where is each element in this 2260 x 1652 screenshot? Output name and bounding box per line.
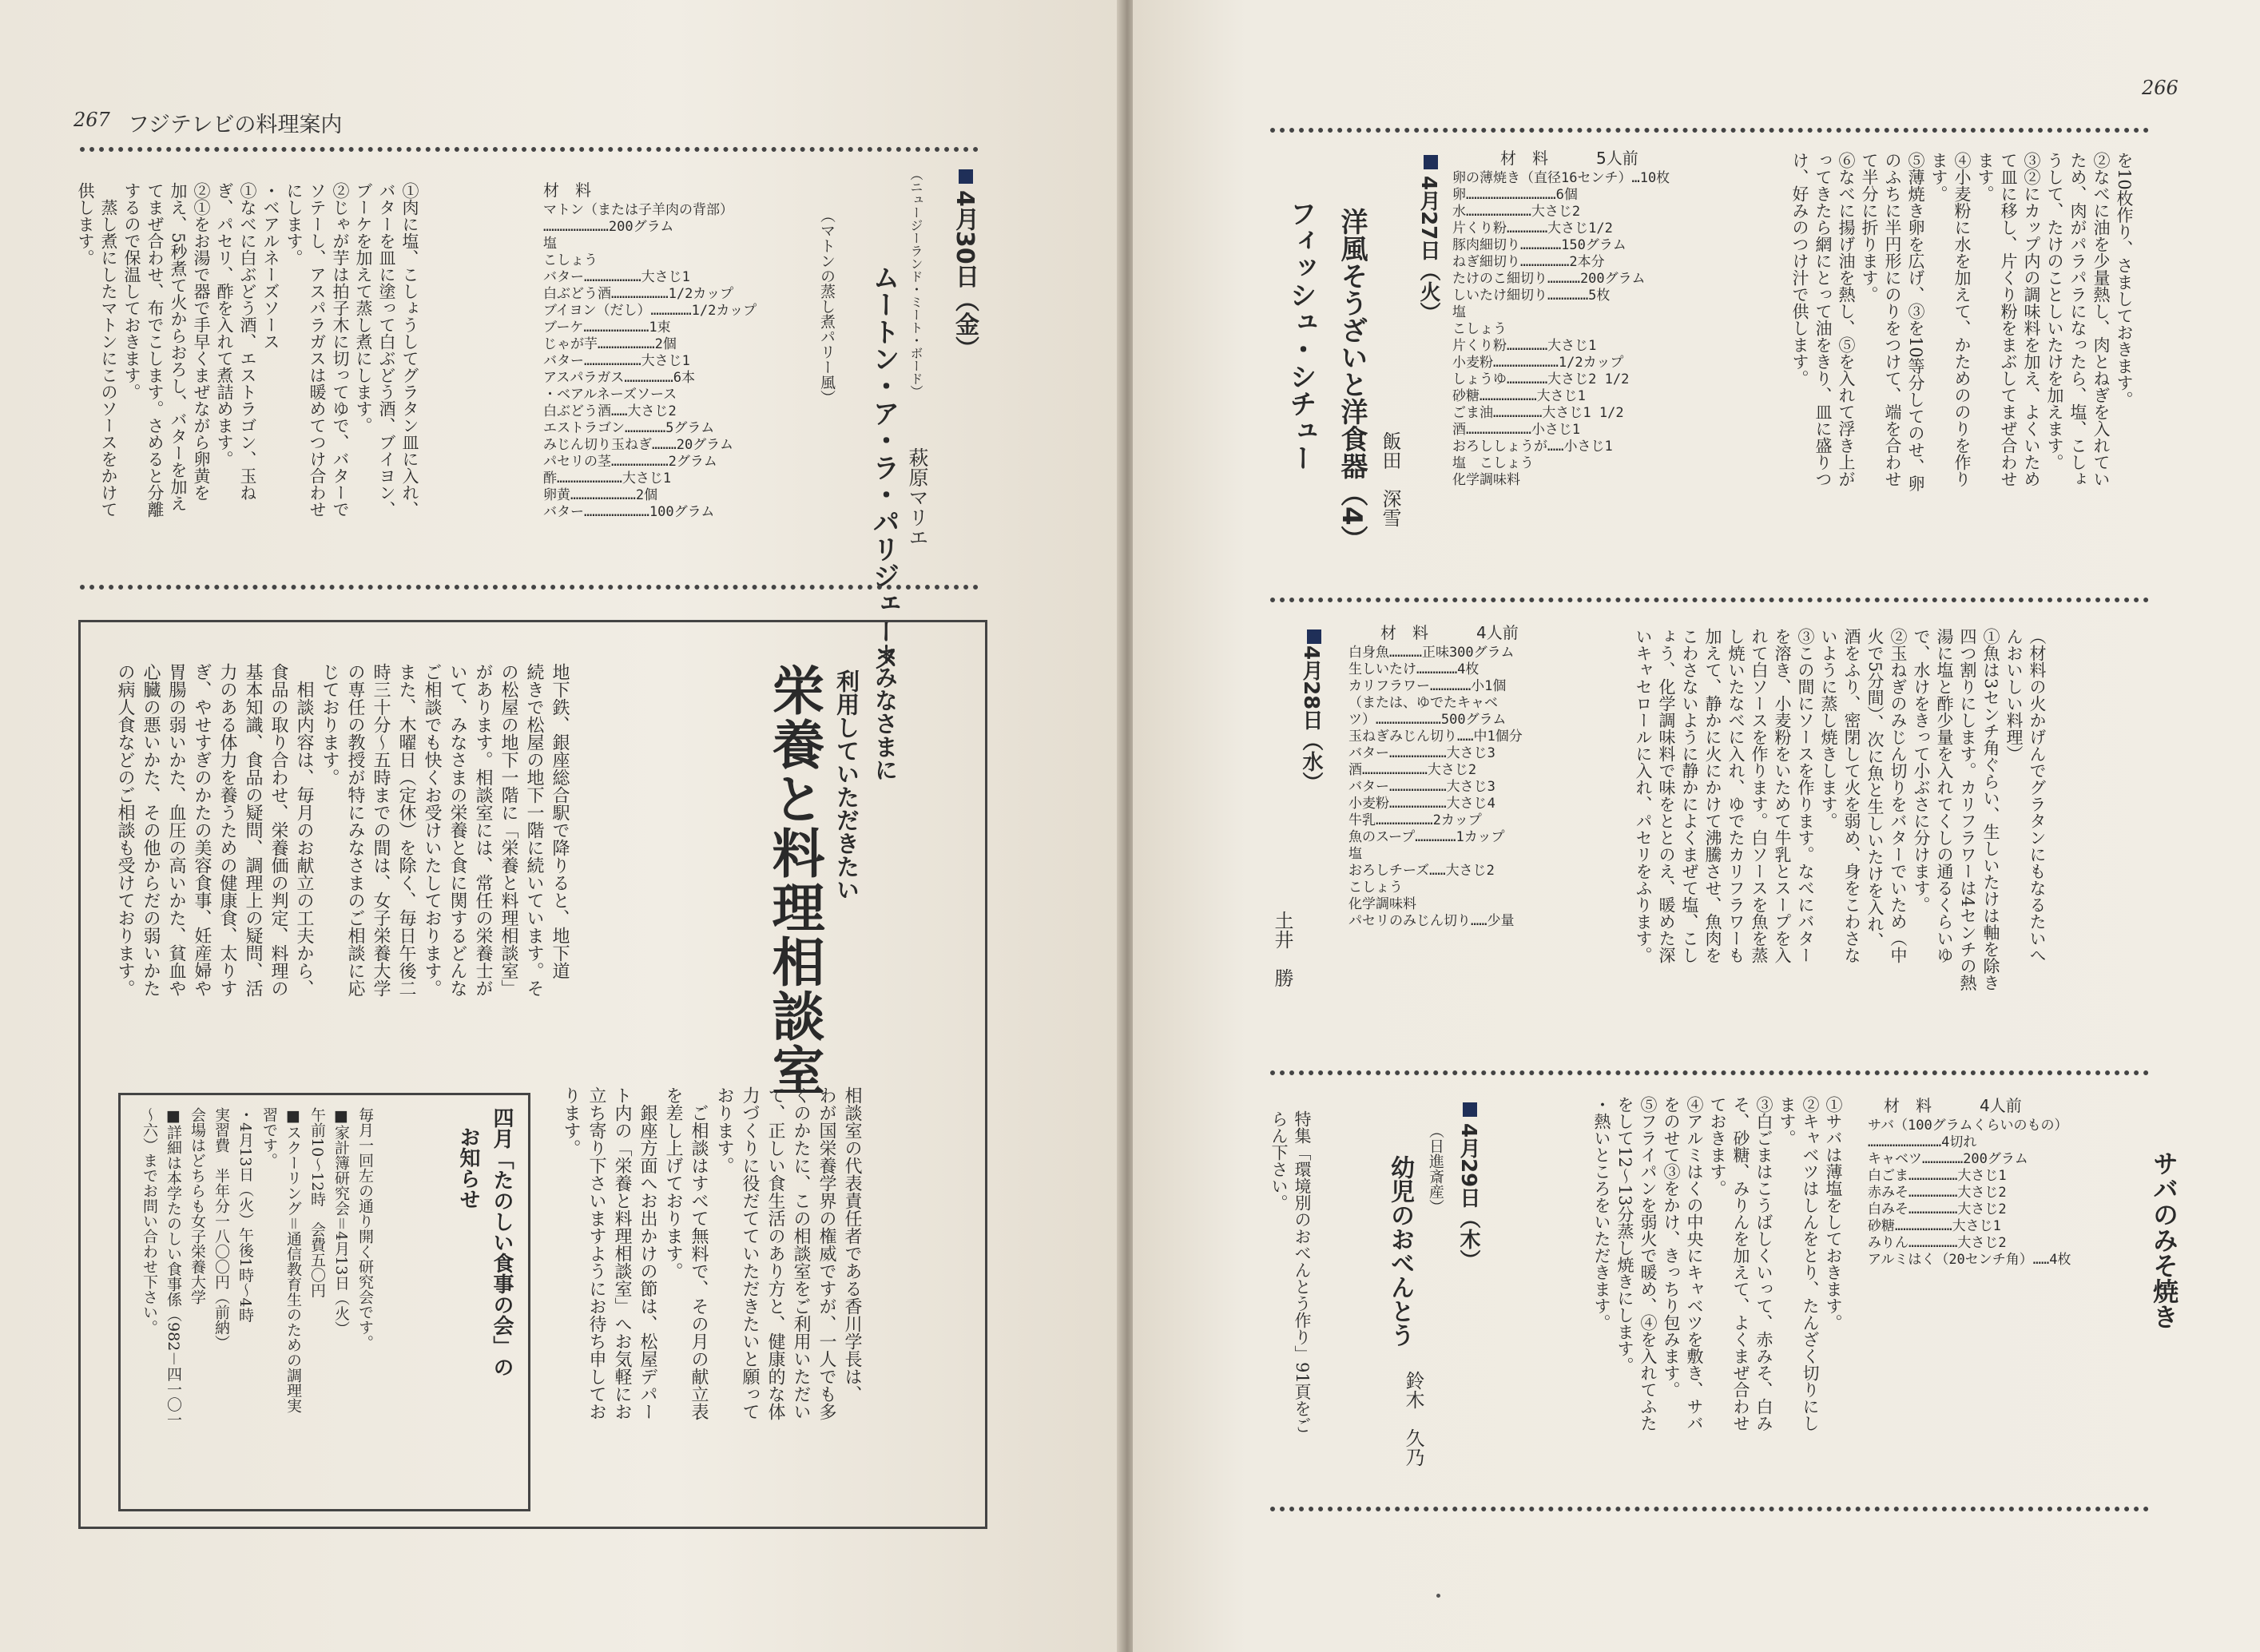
step-line: ④小麦粉に水を加えて、かためののりを作り <box>1952 152 1972 487</box>
step-line: ⑥なべに揚げ油を熱し、⑤を入れて浮き上が <box>1837 152 1856 487</box>
step-line: ①肉に塩、こしょうしてグラタン皿に入れ、 <box>400 182 419 518</box>
material-item: 塩 <box>1348 846 1362 862</box>
ad-body-line: 基本知識、食品の疑問、調理上の疑問、活 <box>243 663 263 997</box>
step-line: ②キャベツはしんをとり、たんざく切りにし <box>1801 1096 1820 1432</box>
right-page <box>1133 0 2260 1652</box>
step-line: をして12～13分蒸し焼きにします。 <box>1615 1096 1634 1374</box>
notice-title: お知らせ <box>456 1126 480 1209</box>
step-line: を10枚作り、さましておきます。 <box>2115 152 2134 408</box>
material-item: 化学調味料 <box>1452 472 1520 488</box>
step-line: いキャセロールに入れ、パセリをふります。 <box>1634 628 1653 963</box>
ad-tagline: 利用していただきたい <box>833 669 860 901</box>
step-line: ②①をお湯で器で手早くまぜながら卵黄を <box>192 182 211 501</box>
date-marker-icon <box>1463 1102 1477 1117</box>
step-line: を溶き、小麦粉をいためて牛乳とスープを入 <box>1773 628 1792 963</box>
materials-list <box>1452 150 1740 489</box>
feature-line: らん下さい。 <box>1269 1110 1289 1211</box>
materials-heading: 材 料 4人前 <box>1380 623 1519 642</box>
material-item: ・ベアルネーズソース <box>543 387 677 403</box>
material-item: ………………………4切れ <box>1868 1134 1977 1150</box>
step-line: ます。 <box>1777 1096 1797 1146</box>
recipe-steps <box>1590 1096 1845 1495</box>
material-item: 豚肉細切り……………150グラム <box>1452 237 1626 253</box>
material-item: カリフラワー……………小1個 <box>1348 678 1507 694</box>
date-heading: 4月29日（木） <box>1456 1123 1480 1271</box>
divider <box>1270 1070 2149 1075</box>
notice-line: 午前10～12時 会費五〇円 <box>308 1107 326 1298</box>
print-speck <box>1436 1594 1440 1598</box>
recipe-steps <box>1631 628 2048 1043</box>
material-item: 塩 こしょう <box>1452 455 1534 471</box>
step-line: てまぜ合わせ、布でこします。さめると分離 <box>145 182 165 518</box>
material-item: みじん切り玉ねぎ………20グラム <box>543 437 734 453</box>
feature-line: 特集「環境別のおべんとう作り」91頁をご <box>1293 1110 1312 1434</box>
step-line: し焼いたなべに入れ、ゆでたカリフラワーも <box>1726 628 1746 963</box>
recipe-steps <box>73 182 421 558</box>
step-line: ②なべに油を少量熱し、肉とねぎを入れてい <box>2091 152 2111 487</box>
material-item: サバ（100グラムくらいのもの） <box>1868 1118 2068 1134</box>
material-item: 塩 <box>1452 304 1466 320</box>
ad-headline: 栄養と料理相談室 <box>763 663 824 1098</box>
step-line: そ、砂糖、みりんを加えて、よくまぜ合わせ <box>1731 1096 1750 1432</box>
material-item: 砂糖…………………大さじ1 <box>1868 1218 2001 1234</box>
material-item: パセリの茎…………………2グラム <box>543 454 717 470</box>
date-heading: 4月30日（金） <box>951 190 979 360</box>
step-line: 加え、5秒煮て火からおろし、バターを加え <box>169 182 188 512</box>
material-item: 白ごま………………大さじ1 <box>1868 1168 2007 1184</box>
materials-list <box>543 182 799 521</box>
material-item: 酢……………………大さじ1 <box>543 471 672 486</box>
step-line: ・熱いところをいただきます。 <box>1592 1096 1611 1331</box>
step-line: 蒸し煮にしたマトンにこのソースをかけて <box>99 182 118 518</box>
material-item: アスパラガス………………6本 <box>543 370 695 386</box>
ad-body-line: じております。 <box>320 663 340 786</box>
material-item: 生しいたけ……………4枚 <box>1348 661 1480 677</box>
step-line: するので保温しておきます。 <box>122 182 141 400</box>
material-item: キャベツ……………200グラム <box>1868 1151 2028 1167</box>
notice-line: 毎月一回左の通り開く研究会です。 <box>356 1107 374 1350</box>
ad-body-line: があります。相談室には、常任の栄養士が <box>473 663 493 997</box>
step-line: のふちに半円形にのりをつけて、端を合わせ <box>1883 152 1902 487</box>
material-item: 小麦粉……………………1/2カップ <box>1452 355 1624 371</box>
date-heading: 4月27日（火） <box>1416 176 1440 324</box>
notice-title: 四月「たのしい食事の会」の <box>490 1107 514 1377</box>
ad-body-line: 食品の取り合わせ、栄養価の判定、料理の <box>268 663 288 997</box>
step-line: ④アルミはくの中央にキャベツを敷き、サバ <box>1685 1096 1704 1432</box>
divider <box>80 585 979 590</box>
material-item: 酒……………………大さじ2 <box>1348 762 1477 778</box>
ad-body-line: ト内の「栄養と料理相談室」へお気軽にお <box>612 1086 632 1420</box>
material-item: たけのこ細切り…………200グラム <box>1452 271 1646 287</box>
materials-list <box>1348 625 1604 930</box>
materials-heading: 材 料 5人前 <box>1500 149 1638 168</box>
sponsor: （日進斎産） <box>1427 1123 1444 1214</box>
material-item: おろししょうが……小さじ1 <box>1452 439 1613 455</box>
material-item: 砂糖…………………大さじ1 <box>1452 388 1586 404</box>
material-item: バター……………………100グラム <box>543 504 715 520</box>
material-item: 卵黄……………………2個 <box>543 487 658 503</box>
step-line: バターを皿に塗って白ぶどう酒、ブイヨン、 <box>377 182 396 518</box>
step-line: ょう、化学調味料で味をととのえ、暖めた深 <box>1657 628 1676 963</box>
notice-line: 実習費 半年分一八〇〇円（前納） <box>212 1107 230 1350</box>
date-marker-icon <box>1424 155 1438 169</box>
ad-body-line: を差し上げております。 <box>663 1086 683 1280</box>
material-item: 白ぶどう酒…………………1/2カップ <box>543 286 734 302</box>
ad-body-line: 胃腸の弱いかた、血圧の高いかた、貧血や <box>166 663 186 997</box>
ad-body-line: 立ち寄り下さいますようにお待ち申してお <box>586 1086 606 1420</box>
material-item: ブーケ……………………1束 <box>543 320 671 336</box>
author: 萩原マリエ <box>906 447 929 547</box>
ad-body-line: 心臓の悪いかた、その他からだの弱いかた <box>141 663 161 997</box>
ad-body-line: 力のある体力を養うための健康食、太りす <box>217 663 237 997</box>
step-line: ③この間にソースを作ります。なべにバター <box>1796 628 1815 963</box>
material-item: ツ）……………………500グラム <box>1348 712 1507 728</box>
ad-body-line: ぎ、やせすぎのかたの美容食事、妊産婦や <box>192 663 212 997</box>
step-line: れて白ソースを作ります。白ソースを魚を蒸 <box>1750 628 1769 963</box>
material-item: じゃが芋…………………2個 <box>543 336 677 352</box>
materials-list <box>1868 1098 2107 1269</box>
material-item: エストラゴン……………5グラム <box>543 420 715 436</box>
step-line: 供します。 <box>76 182 95 266</box>
material-item: バター…………………大さじ1 <box>543 269 690 285</box>
date-marker-icon <box>1307 629 1321 644</box>
step-line: ②じゃが芋は拍子木に切ってゆで、バターで <box>331 182 350 518</box>
recipe-title: 幼児のおべんとう <box>1386 1155 1414 1347</box>
material-item: 白ぶどう酒……大さじ2 <box>543 403 677 419</box>
materials-heading: 材 料 <box>543 181 591 200</box>
material-item: 卵……………………………6個 <box>1452 187 1578 203</box>
material-item: 酒……………………小さじ1 <box>1452 422 1581 438</box>
material-item: こしょう <box>1348 880 1403 895</box>
step-line: ぎ、パセリ、酢を入れて煮詰めます。 <box>215 182 234 467</box>
material-item: バター…………………大さじ1 <box>543 353 690 369</box>
material-item: 卵の薄焼き（直径16センチ）…10枚 <box>1452 170 1670 186</box>
ad-body-line: の病人食などのご相談も受けております。 <box>115 663 135 997</box>
step-line: ブーケを加えて蒸し煮にします。 <box>354 182 373 434</box>
material-item: 玉ねぎみじん切り……中1個分 <box>1348 729 1523 745</box>
step-line: ため、肉がパラパラになったら、塩、こしょ <box>2068 152 2087 487</box>
step-line: ソテーし、アスパラガスは暖めてつけ合わせ <box>308 182 327 518</box>
recipe-subtitle: （マトンの蒸し煮パリー風） <box>818 208 836 405</box>
ad-body-line: の松屋の地下一階に「栄養と料理相談室」 <box>498 663 518 997</box>
material-item: 小麦粉…………………大さじ4 <box>1348 796 1495 812</box>
material-item: みりん………………大さじ2 <box>1868 1235 2007 1251</box>
material-item: ……………………200グラム <box>543 219 674 235</box>
page-number: 267 <box>73 109 110 131</box>
notice-line: ■家計簿研究会＝4月13日（火） <box>332 1107 350 1336</box>
notice-line: ■詳細は本学たのしい食事係（982－四一〇一 <box>165 1107 182 1428</box>
material-item: 赤みそ………………大さじ2 <box>1868 1185 2007 1201</box>
ad-body-line: ご相談でも快くお受けいたしております。 <box>422 663 442 997</box>
material-item: こしょう <box>1452 321 1507 337</box>
material-item: 片くり粉……………大さじ1 <box>1452 338 1597 354</box>
ad-tagline: ＊みなさまに <box>872 642 899 781</box>
notice-line: ■スクーリング＝通信教育生のための調理実 <box>284 1107 302 1414</box>
notice-line: ・4月13日（火）午後1時～4時 <box>236 1107 254 1323</box>
feature-note <box>1267 1110 1313 1434</box>
divider <box>1270 1507 2149 1511</box>
step-line: ておきます。 <box>1708 1096 1727 1197</box>
ad-body-line: 地下鉄、銀座総合駅で降りると、地下道 <box>550 663 570 979</box>
step-line: て半分に折ります。 <box>1860 152 1879 303</box>
material-item: 水……………………大さじ2 <box>1452 204 1581 220</box>
author: 土井 勝 <box>1271 911 1293 987</box>
ad-body-line: くのかたに、この相談室をご利用いただい <box>791 1086 811 1420</box>
material-item: しいたけ細切り……………5枚 <box>1452 288 1611 304</box>
material-item: ブイヨン（だし）……………1/2カップ <box>543 303 757 319</box>
material-item: 牛乳…………………2カップ <box>1348 812 1482 828</box>
step-line: け、好みのつけ汁で供します。 <box>1790 152 1809 387</box>
ad-body-line: ります。 <box>561 1086 581 1157</box>
material-item: 塩 <box>543 236 557 252</box>
ad-body <box>112 663 572 1062</box>
divider <box>1270 128 2149 133</box>
step-line: ①魚は3センチ角ぐらい、生しいたけは軸を除き <box>1981 628 2000 991</box>
ad-body-line: 続きで松屋の地下一階に続いています。そ <box>524 663 544 997</box>
step-line: で、水けをきって小ぶさに分けます。 <box>1912 628 1931 913</box>
region-label: （ニュージーランド・ミート・ボード） <box>908 168 923 398</box>
notice-line: ～六）までお問い合わせ下さい。 <box>141 1107 158 1335</box>
step-line: ①なべに白ぶどう酒、エストラゴン、玉ね <box>238 182 257 501</box>
divider <box>1270 598 2149 602</box>
ad-body-line: て、正しい食生活のあり方と、健康的な体 <box>765 1086 785 1420</box>
material-item: 化学調味料 <box>1348 896 1416 912</box>
step-line: ってきたら網にとって油をきり、皿に盛りつ <box>1813 152 1833 487</box>
step-line: 加えて、静かに火にかけて沸騰させ、魚肉を <box>1703 628 1722 963</box>
material-item: こしょう <box>543 252 598 268</box>
recipe-title: ムートン・ア・ラ・パリジェーヌ <box>868 264 900 671</box>
notice-line: 会場はどちらも女子栄養大学 <box>189 1107 206 1305</box>
ad-body-line: 銀座方面へお出かけの節は、松屋デパー <box>637 1086 657 1420</box>
ad-body-line: 相談室の代表責任者である香川学長は、 <box>842 1086 862 1403</box>
ad-body-line: わが国栄養学界の権威ですが、一人でも多 <box>816 1086 836 1420</box>
step-line: （材料の火かげんでグラタンにもなるたいへ <box>2028 628 2047 963</box>
material-item: ねぎ細切り………………2本分 <box>1452 254 1605 270</box>
running-header: フジテレビの料理案内 <box>128 113 343 137</box>
step-line: ・ベアルネーズソース <box>261 182 280 350</box>
date-marker-icon <box>959 169 973 184</box>
material-item: バター…………………大さじ3 <box>1348 779 1495 795</box>
step-line: ①サバは薄塩をしておきます。 <box>1824 1096 1843 1331</box>
page-number: 266 <box>2142 77 2179 99</box>
divider <box>80 147 979 152</box>
left-page <box>0 0 1122 1652</box>
material-item: しょうゆ……………大さじ2 1/2 <box>1452 371 1630 387</box>
material-item: 片くり粉……………大さじ1/2 <box>1452 220 1613 236</box>
notice-body <box>137 1107 377 1491</box>
step-line: て皿に移し、片くり粉をまぶしてまぜ合わせ <box>1999 152 2018 487</box>
step-line: にします。 <box>284 182 304 266</box>
step-line: ⑤薄焼き卵を広げ、③を10等分してのせ、卵 <box>1906 152 1925 492</box>
ad-body-line: また、木曜日（定休）を除く、毎日午後二 <box>396 663 416 997</box>
material-item: おろしチーズ……大さじ2 <box>1348 863 1495 879</box>
step-line: んおいしい料理） <box>2004 628 2024 762</box>
ad-body-line: 相談内容は、毎月のお献立の工夫から、 <box>294 663 314 997</box>
recipe-steps <box>1788 152 2135 575</box>
step-line: ます。 <box>1976 152 1995 202</box>
ad-body-line: 力づくりに役だてていただきたいと願って <box>740 1086 760 1420</box>
material-item: アルミはく（20センチ角）……4枚 <box>1868 1252 2071 1268</box>
step-line: こわさないように静かによくまぜて塩、こし <box>1680 628 1699 963</box>
step-line: ②玉ねぎのみじん切りをバターでいため（中 <box>1889 628 1908 963</box>
step-line: ⑤フライパンを弱火で暖め、④を入れてふた <box>1638 1096 1658 1432</box>
notice-line: 習です。 <box>260 1107 278 1168</box>
material-item: パセリのみじん切り……少量 <box>1348 913 1515 929</box>
ad-body-line: 時三十分～五時までの間は、女子栄養大学 <box>371 663 391 997</box>
step-line: 火で5分間）、次に魚と生しいたけを入れ、 <box>1865 628 1885 949</box>
material-item: 白みそ………………大さじ2 <box>1868 1201 2007 1217</box>
recipe-title: サバのみそ焼き <box>2149 1150 2179 1329</box>
recipe-title: フィッシュ・シチュー <box>1285 200 1317 471</box>
materials-heading: 材 料 4人前 <box>1884 1096 2022 1115</box>
ad-body-line: ご相談はすべて無料で、その月の献立表 <box>689 1086 709 1420</box>
step-line: 四つ割りにします。カリフラワーは4センチの熱 <box>1958 628 1977 991</box>
step-line: ③白ごまはこうばしくいって、赤みそ、白み <box>1754 1096 1773 1432</box>
material-item: 白身魚…………正味300グラム <box>1348 645 1515 661</box>
step-line: ③②にカップ内の調味料を加え、よくいため <box>2022 152 2041 487</box>
step-line: 酒をふり、密閉して火を弱め、身をこわさな <box>1842 628 1861 963</box>
author: 鈴木 久乃 <box>1402 1371 1424 1467</box>
material-item: 魚のスープ……………1カップ <box>1348 829 1505 845</box>
step-line: うして、たけのことしいたけを加えます。 <box>2045 152 2064 471</box>
material-item: ごま油………………大さじ1 1/2 <box>1452 405 1624 421</box>
series-title: 洋風そうざいと洋食器（4） <box>1336 208 1368 553</box>
ad-body-line: の専任の教授が特にみなさまのご相談に応 <box>345 663 365 997</box>
material-item: マトン（または子羊肉の背部） <box>543 202 733 218</box>
step-line: をのせて③をかけ、きっちり包みます。 <box>1662 1096 1681 1398</box>
material-item: バター…………………大さじ3 <box>1348 745 1495 761</box>
step-line: いように蒸し焼きします。 <box>1819 628 1838 829</box>
ad-body-line: いて、みなさまの栄養と食に関するどんな <box>447 663 467 997</box>
ad-body <box>558 1086 864 1502</box>
date-heading: 4月28日（水） <box>1299 645 1323 793</box>
author: 飯田 深雪 <box>1379 431 1401 527</box>
ad-body-line: おります。 <box>714 1086 734 1174</box>
material-item: （または、ゆでたキャベ <box>1348 695 1498 711</box>
step-line: 湯に塩と酢少量を入れてくしの通るくらいゆ <box>1935 628 1954 963</box>
step-line: ます。 <box>1929 152 1948 202</box>
